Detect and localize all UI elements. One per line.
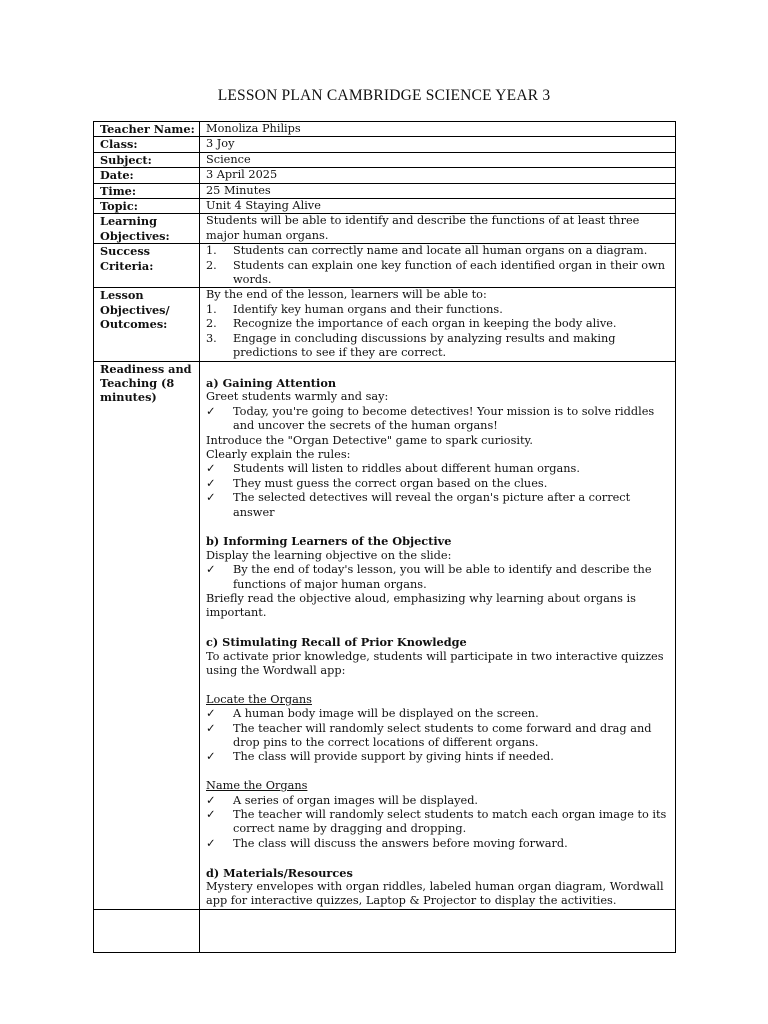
topic-value: Unit 4 Staying Alive (200, 199, 676, 214)
subject-value: Science (200, 152, 676, 167)
list-item: 1. Identify key human organs and their functions. (206, 302, 503, 316)
list-item: 1. Students can correctly name and locate all human organs on a diagram. (206, 244, 648, 258)
topic-label: Topic: (94, 199, 200, 214)
list-item: ✓ The teacher will randomly select students to come forward and drag and drop pins to the correct locations of different organs. (206, 721, 652, 749)
date-value: 3 April 2025 (200, 168, 676, 183)
success-criteria-label: Success Criteria: (94, 244, 200, 288)
teacher-value: Monoliza Philips (200, 122, 676, 137)
outcomes-label: Lesson Objectives/ Outcomes: (94, 288, 200, 361)
subheading: Locate the Organs (206, 692, 312, 706)
check-icon: ✓ (206, 793, 216, 807)
section-heading: a) Gaining Attention (206, 375, 337, 390)
list-item: ✓ The class will discuss the answers before moving forward. (206, 836, 568, 850)
readiness-label: Readiness and Teaching (8 minutes) (94, 361, 200, 909)
subject-label: Subject: (94, 152, 200, 167)
table-row (94, 199, 676, 214)
table-row (94, 152, 676, 167)
list-item: ✓ A human body image will be displayed on the screen. (206, 707, 539, 721)
section-heading: d) Materials/Resources (206, 865, 353, 880)
success-criteria-value (200, 244, 676, 288)
check-icon: ✓ (206, 750, 216, 764)
list-item: ✓ The selected detectives will reveal the organ's picture after a correct answer (206, 491, 631, 519)
table-row (94, 214, 676, 244)
list-item: ✓ By the end of today's lesson, you will be able to identify and describe the functions of major human organs. (206, 563, 652, 591)
list-item: ✓ Students will listen to riddles about different human organs. (206, 462, 580, 476)
table-row (94, 122, 676, 137)
class-label: Class: (94, 137, 200, 152)
check-icon: ✓ (206, 808, 216, 822)
learning-objectives-value: Students will be able to identify and describe the functions of at least three major human organs. (200, 214, 676, 244)
table-row (94, 168, 676, 183)
list-item: ✓ A series of organ images will be displayed. (206, 793, 479, 807)
table-row (94, 244, 676, 288)
table-row-empty (94, 909, 676, 952)
check-icon: ✓ (206, 491, 216, 505)
class-value: 3 Joy (200, 137, 676, 152)
list-item: ✓ They must guess the correct organ based on the clues. (206, 476, 548, 490)
learning-objectives-label: Learning Objectives: (94, 214, 200, 244)
check-icon: ✓ (206, 462, 216, 476)
check-icon: ✓ (206, 836, 216, 850)
time-label: Time: (94, 183, 200, 198)
page-title: LESSON PLAN CAMBRIDGE SCIENCE YEAR 3 (217, 87, 551, 104)
time-value: 25 Minutes (200, 183, 676, 198)
check-icon: ✓ (206, 476, 216, 490)
outcomes-intro: By the end of the lesson, learners will be able to: (206, 288, 487, 302)
readiness-value: a) Gaining Attention Greet students warmly and say: ✓ Today, you're going to become detectives! Your mission is to solve riddles and uncover the secrets of the human organs! Introduce the "Organ Detective" game to spark curiosity. Clearly explain the rules: ✓ Students will listen to riddles about different human organs. ✓ They must guess the correct organ based on the clues. ✓ The selected detectives will reveal the organ's picture after a correct answer b) Informing Learners of the Objective Display the learning objective on the slide: ✓ By the end of today's lesson, you will be able to identify and describe the functions of major human organs. Briefly read the objective aloud, emphasizing why learning about organs is important. c) Stimulating Recall of Prior Knowledge To activate prior knowledge, students will participate in two interactive quizzes using the Wordwall app: Locate the Organs ✓ A human body image will be displayed on the screen. ✓ The teacher will randomly select students to come forward and drag and drop pins to the correct locations of different organs. ✓ The class will provide support by giving hints if needed. Name the Organs ✓ A series of organ images will be displayed. ✓ The teacher will randomly select students to match each organ image to its correct name by dragging and dropping. ✓ The class will discuss the answers before moving forward. d) Materials/Resources Mystery envelopes with organ riddles, labeled human organ diagram, Wordwall app for interactive quizzes, Laptop & Projector to display the activities. (200, 361, 676, 909)
list-item: ✓ The class will provide support by giving hints if needed. (206, 750, 554, 764)
list-item: 3. Engage in concluding discussions by analyzing results and making predictions to see if they are correct. (206, 331, 616, 360)
table-row (94, 288, 676, 361)
list-item: ✓ The teacher will randomly select students to match each organ image to its correct name by dragging and dropping. (206, 808, 667, 836)
list-item: 2. Recognize the importance of each organ in keeping the body alive. (206, 317, 617, 331)
check-icon: ✓ (206, 563, 216, 577)
date-label: Date: (94, 168, 200, 183)
list-item: 2. Students can explain one key function of each identified organ in their own words. (206, 258, 666, 287)
list-item: ✓ Today, you're going to become detectives! Your mission is to solve riddles and uncover the secrets of the human organs! (206, 404, 655, 433)
table-row (94, 361, 676, 909)
teacher-label: Teacher Name: (94, 122, 200, 137)
empty-cell (94, 909, 200, 952)
section-heading: b) Informing Learners of the Objective (206, 534, 452, 549)
outcomes-value (200, 288, 676, 361)
check-icon: ✓ (206, 721, 216, 735)
lesson-plan-table (93, 121, 676, 953)
empty-cell (200, 909, 676, 952)
check-icon: ✓ (206, 404, 216, 418)
table-row (94, 183, 676, 198)
table-row (94, 137, 676, 152)
section-heading: c) Stimulating Recall of Prior Knowledge (206, 635, 467, 650)
subheading: Name the Organs (206, 779, 308, 793)
check-icon: ✓ (206, 707, 216, 721)
